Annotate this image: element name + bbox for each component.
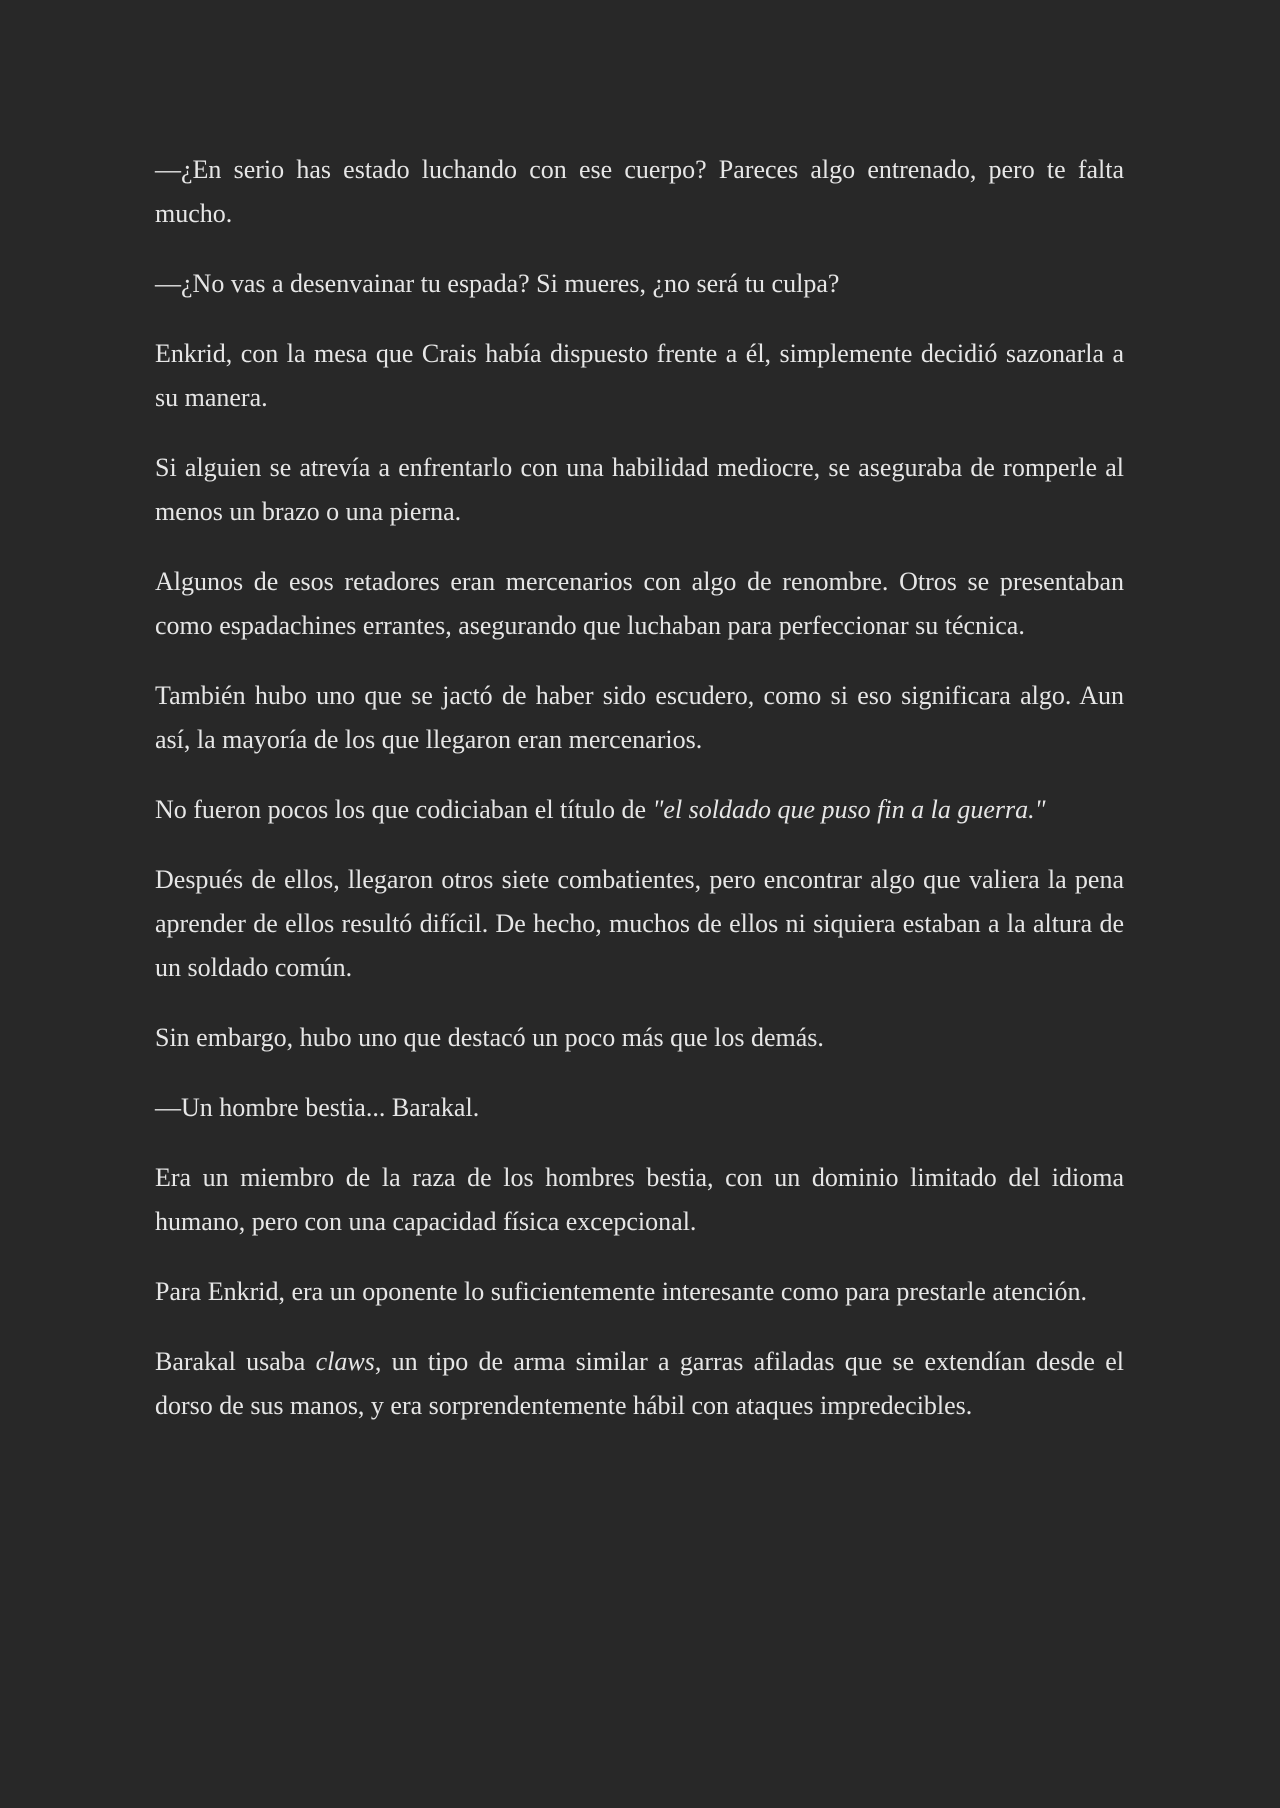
paragraph-7-emphasis: "el soldado que puso fin a la guerra." [652,795,1046,824]
reading-pane [155,148,1124,1454]
paragraph-13-text: Barakal usaba [155,1347,316,1376]
paragraph-12: Para Enkrid, era un oponente lo suficientemente interesante como para prestarle atención. [155,1277,1088,1306]
paragraph-6: También hubo uno que se jactó de haber sido escudero, como si eso significara algo. Aun así, la mayoría de los que llegaron eran mercenarios. [155,681,1124,754]
paragraph-11: Era un miembro de la raza de los hombres bestia, con un dominio limitado del idioma humano, pero con una capacidad física excepcional. [155,1163,1124,1236]
paragraph-13-tail: , un tipo de arma similar a garras afiladas que se extendían desde el dorso de sus manos, y era sorprendentemente hábil con ataques impredecibles. [155,1347,1124,1420]
paragraph-10: —Un hombre bestia... Barakal. [155,1093,480,1122]
paragraph-2: —¿No vas a desenvainar tu espada? Si mueres, ¿no será tu culpa? [155,269,840,298]
paragraph-1: —¿En serio has estado luchando con ese cuerpo? Pareces algo entrenado, pero te falta mucho. [155,155,1124,228]
paragraph-3: Enkrid, con la mesa que Crais había dispuesto frente a él, simplemente decidió sazonarla a su manera. [155,339,1124,412]
paragraph-4: Si alguien se atrevía a enfrentarlo con una habilidad mediocre, se aseguraba de romperle al menos un brazo o una pierna. [155,453,1124,526]
paragraph-13-emphasis: claws [315,1347,375,1376]
paragraph-9: Sin embargo, hubo uno que destacó un poco más que los demás. [155,1023,824,1052]
paragraph-7-text: No fueron pocos los que codiciaban el título de [155,795,653,824]
paragraph-8: Después de ellos, llegaron otros siete combatientes, pero encontrar algo que valiera la pena aprender de ellos resultó difícil. De hecho, muchos de ellos ni siquiera estaban a la altura de un soldado común. [155,865,1124,982]
paragraph-7 [155,788,1124,832]
paragraph-13 [155,1340,1124,1428]
paragraph-5: Algunos de esos retadores eran mercenarios con algo de renombre. Otros se presentaban como espadachines errantes, asegurando que luchaban para perfeccionar su técnica. [155,567,1124,640]
